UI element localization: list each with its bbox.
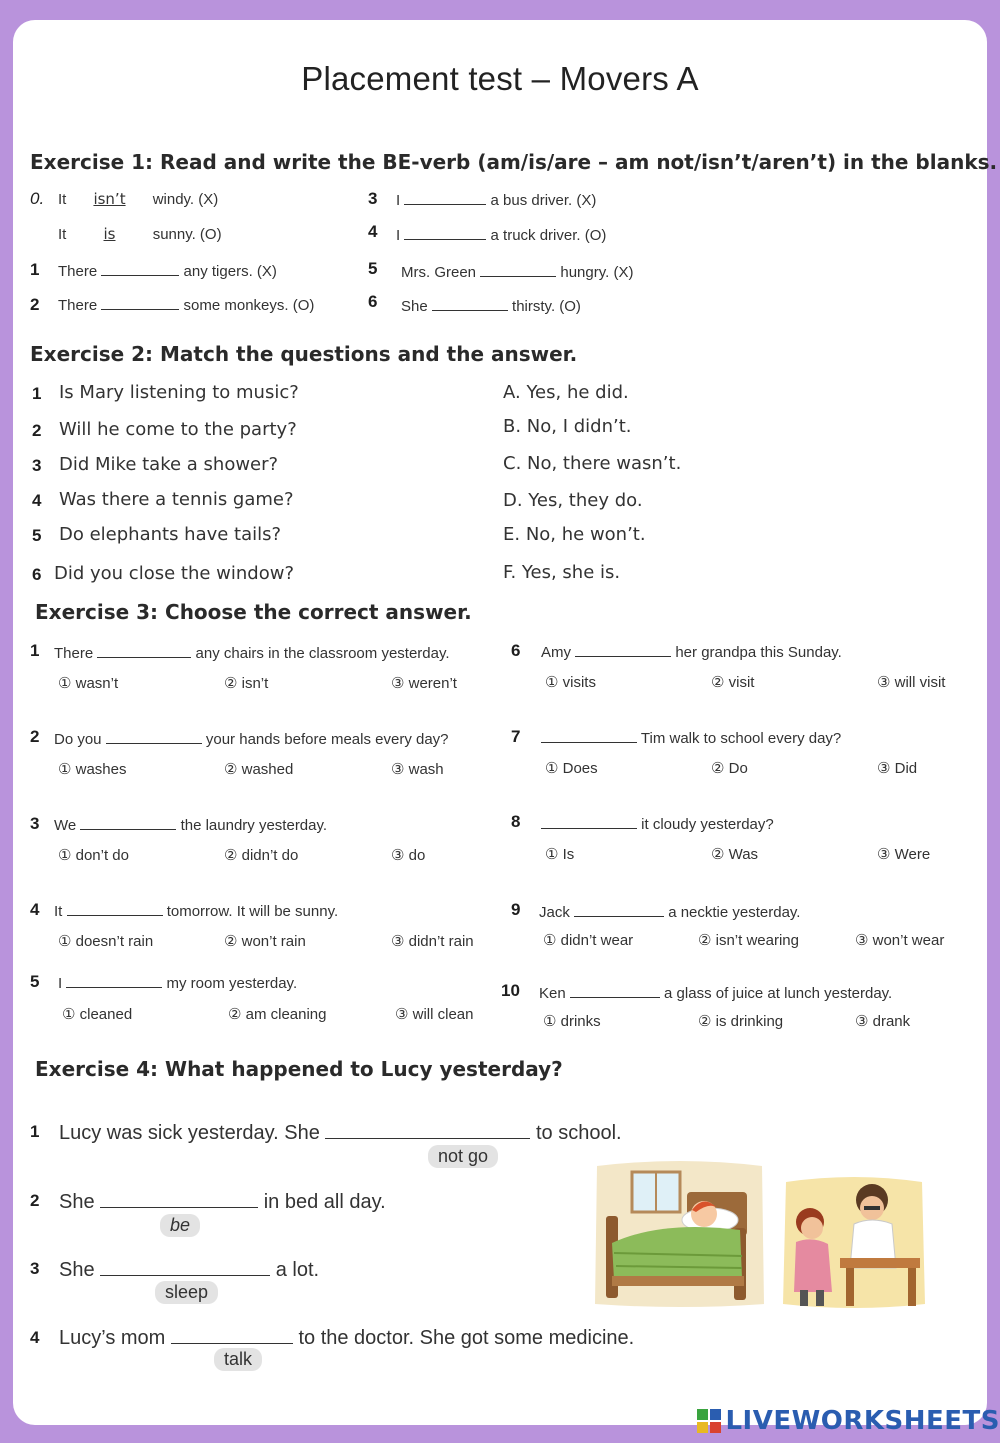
ex3-item-6-option-1[interactable]: ① visits	[545, 674, 596, 691]
ex3-item-2-option-1[interactable]: ① washes	[58, 761, 127, 778]
ex3-item-6-post: her grandpa this Sunday.	[675, 644, 842, 661]
ex4-item-4-blank[interactable]	[171, 1325, 293, 1344]
example-b-post: sunny. (O)	[152, 226, 222, 243]
example-a-answer: isn’t	[93, 190, 126, 208]
ex2-question-5[interactable]: Do elephants have tails?	[59, 524, 282, 545]
example-b-answer: is	[103, 225, 116, 243]
ex3-item-7-blank	[541, 728, 637, 743]
ex1-item-5	[401, 262, 633, 281]
ex3-item-number: 10	[501, 981, 520, 1000]
ex4-item-3	[59, 1257, 319, 1282]
ex3-item-8-blank	[541, 814, 637, 829]
ex1-item-1	[58, 261, 277, 280]
ex4-item-number: 1	[30, 1122, 40, 1141]
ex1-item-2-blank[interactable]	[101, 295, 179, 310]
ex1-item-5-blank[interactable]	[480, 262, 556, 277]
ex4-item-4-pre: Lucy’s mom	[59, 1327, 166, 1349]
ex4-item-1-pre: Lucy was sick yesterday. She	[59, 1122, 320, 1144]
ex1-item-2	[58, 295, 314, 314]
ex3-item-number: 5	[30, 972, 40, 991]
ex3-item-7-option-2[interactable]: ② Do	[711, 760, 748, 777]
ex3-item-1-option-3[interactable]: ③ weren’t	[391, 675, 457, 692]
ex2-question-number: 6	[32, 565, 42, 584]
ex3-item-1-option-1[interactable]: ① wasn’t	[58, 675, 119, 692]
exercise-2-heading: Exercise 2: Match the questions and the answer.	[30, 342, 578, 366]
ex2-question-number: 5	[32, 526, 42, 545]
ex1-item-number: 4	[368, 222, 378, 241]
ex3-item-6-pre: Amy	[541, 644, 571, 661]
ex3-item-8-option-2[interactable]: ② Was	[711, 846, 759, 863]
ex4-item-1-hint: not go	[428, 1145, 498, 1168]
ex3-item-9-option-3[interactable]: ③ won’t wear	[855, 932, 945, 949]
ex4-item-number: 4	[30, 1328, 40, 1347]
ex3-item-8-option-3[interactable]: ③ Were	[877, 846, 931, 863]
ex4-item-3-blank[interactable]	[100, 1257, 270, 1276]
ex3-item-4-blank	[67, 901, 163, 916]
ex3-item-3	[54, 815, 327, 834]
ex4-item-3-post: a lot.	[275, 1259, 320, 1281]
ex3-item-10	[539, 983, 892, 1002]
ex1-item-3-pre: I	[396, 192, 401, 209]
ex3-item-10-pre: Ken	[539, 985, 566, 1002]
ex2-question-6[interactable]: Did you close the window?	[54, 563, 294, 584]
ex3-item-3-blank	[80, 815, 176, 830]
ex3-item-10-option-1[interactable]: ① drinks	[543, 1013, 601, 1030]
ex2-answer-f[interactable]: F. Yes, she is.	[503, 562, 621, 583]
ex4-item-3-hint: sleep	[155, 1281, 218, 1304]
ex1-item-3-blank[interactable]	[404, 190, 486, 205]
ex3-item-5-blank	[66, 973, 162, 988]
ex3-item-7-option-3[interactable]: ③ Did	[877, 760, 918, 777]
liveworksheets-logo	[697, 1406, 1000, 1436]
ex3-item-9-blank	[574, 902, 664, 917]
ex3-item-2-option-3[interactable]: ③ wash	[391, 761, 444, 778]
ex2-answer-b[interactable]: B. No, I didn’t.	[503, 416, 632, 437]
ex3-item-8	[541, 814, 774, 833]
page-title: Placement test – Movers A	[301, 60, 699, 97]
ex1-item-number: 5	[368, 259, 378, 278]
example-b-pre: It	[58, 226, 67, 243]
example-sentence-b	[58, 225, 222, 243]
ex3-item-2-post: your hands before meals every day?	[205, 731, 449, 748]
ex3-item-4-option-3[interactable]: ③ didn’t rain	[391, 933, 474, 950]
ex3-item-9	[539, 902, 800, 921]
ex3-item-4-option-1[interactable]: ① doesn’t rain	[58, 933, 154, 950]
example-sentence-a	[58, 190, 218, 208]
ex3-item-1-blank	[97, 643, 191, 658]
ex4-item-2	[59, 1189, 386, 1214]
ex3-item-1-option-2[interactable]: ② isn’t	[224, 675, 269, 692]
ex3-item-4-post: tomorrow. It will be sunny.	[166, 903, 339, 920]
exercise-1-heading: Exercise 1: Read and write the BE-verb (am/is/are – am not/isn’t/aren’t) in the blanks.	[30, 150, 998, 174]
ex3-item-1-pre: There	[54, 645, 94, 662]
ex3-item-10-post: a glass of juice at lunch yesterday.	[664, 985, 893, 1002]
ex3-item-4-pre: It	[54, 903, 63, 920]
ex3-item-6-option-3[interactable]: ③ will visit	[877, 674, 946, 691]
ex1-item-4-pre: I	[396, 227, 401, 244]
sick-girl-in-bed-illustration	[592, 1158, 767, 1308]
ex1-item-number: 2	[30, 295, 40, 314]
ex3-item-9-option-1[interactable]: ① didn’t wear	[543, 932, 634, 949]
ex2-question-number: 2	[32, 421, 42, 440]
ex3-item-1-post: any chairs in the classroom yesterday.	[195, 645, 450, 662]
ex3-item-2-blank	[106, 729, 202, 744]
ex4-item-number: 3	[30, 1259, 40, 1278]
ex1-item-3-post: a bus driver. (X)	[490, 192, 597, 209]
example-a-post: windy. (X)	[152, 191, 219, 208]
ex3-item-3-option-2[interactable]: ② didn’t do	[224, 847, 299, 864]
ex3-item-5-option-3[interactable]: ③ will clean	[395, 1006, 474, 1023]
exercise-3-heading: Exercise 3: Choose the correct answer.	[35, 600, 472, 624]
ex2-question-4[interactable]: Was there a tennis game?	[59, 489, 294, 510]
ex3-item-number: 2	[30, 727, 40, 746]
ex3-item-5-option-2[interactable]: ② am cleaning	[228, 1006, 327, 1023]
ex3-item-number: 3	[30, 814, 40, 833]
ex2-question-3[interactable]: Did Mike take a shower?	[59, 454, 279, 475]
ex2-question-number: 4	[32, 491, 42, 510]
ex3-item-4	[54, 901, 338, 920]
ex3-item-6-blank	[575, 642, 671, 657]
ex4-item-2-hint: be	[160, 1214, 200, 1237]
ex3-item-10-option-2[interactable]: ② is drinking	[698, 1013, 784, 1030]
ex3-item-number: 8	[511, 812, 521, 831]
ex4-item-2-pre: She	[59, 1191, 95, 1213]
ex3-item-7-post: Tim walk to school every day?	[640, 730, 842, 747]
ex2-answer-d[interactable]: D. Yes, they do.	[503, 490, 643, 511]
ex3-item-3-option-3[interactable]: ③ do	[391, 847, 426, 864]
ex4-item-1-blank[interactable]	[325, 1120, 530, 1139]
ex3-item-5-option-1[interactable]: ① cleaned	[62, 1006, 133, 1023]
ex4-item-4-post: to the doctor. She got some medicine.	[298, 1327, 635, 1349]
ex3-item-5	[58, 973, 297, 992]
ex4-item-2-blank[interactable]	[100, 1189, 258, 1208]
ex4-item-3-pre: She	[59, 1259, 95, 1281]
ex3-item-5-post: my room yesterday.	[166, 975, 298, 992]
ex3-item-7-option-1[interactable]: ① Does	[545, 760, 598, 777]
ex3-item-7	[541, 728, 841, 747]
ex1-item-number: 6	[368, 292, 378, 311]
ex3-item-8-option-1[interactable]: ① Is	[545, 846, 575, 863]
ex3-item-5-pre: I	[58, 975, 63, 992]
ex1-item-1-post: any tigers. (X)	[183, 263, 277, 280]
ex1-item-4-blank[interactable]	[404, 225, 486, 240]
ex1-item-2-pre: There	[58, 297, 98, 314]
ex4-item-1	[59, 1120, 622, 1145]
ex2-answer-a[interactable]: A. Yes, he did.	[503, 382, 629, 403]
ex3-item-4-option-2[interactable]: ② won’t rain	[224, 933, 306, 950]
example-number: 0.	[30, 189, 45, 208]
ex3-item-9-post: a necktie yesterday.	[668, 904, 801, 921]
ex3-item-1	[54, 643, 450, 662]
ex1-item-4	[396, 225, 606, 244]
ex2-question-number: 1	[32, 384, 42, 403]
ex2-answer-e[interactable]: E. No, he won’t.	[503, 524, 646, 545]
ex4-item-2-post: in bed all day.	[263, 1191, 386, 1213]
ex1-item-number: 3	[368, 189, 378, 208]
ex3-item-number: 1	[30, 641, 40, 660]
ex3-item-3-option-1[interactable]: ① don’t do	[58, 847, 129, 864]
ex3-item-number: 6	[511, 641, 521, 660]
liveworksheets-logo-text: LIVEWORKSHEETS	[725, 1406, 1000, 1436]
exercise-4-heading: Exercise 4: What happened to Lucy yesterday?	[35, 1057, 563, 1081]
ex3-item-9-pre: Jack	[539, 904, 570, 921]
ex3-item-number: 7	[511, 727, 521, 746]
ex3-item-3-pre: We	[54, 817, 77, 834]
ex1-item-5-pre: Mrs. Green	[401, 264, 477, 281]
ex1-item-6	[401, 296, 581, 315]
ex1-item-5-post: hungry. (X)	[560, 264, 634, 281]
ex2-question-1[interactable]: Is Mary listening to music?	[59, 382, 299, 403]
ex2-answer-c[interactable]: C. No, there wasn’t.	[503, 453, 682, 474]
ex1-item-6-post: thirsty. (O)	[512, 298, 581, 315]
ex3-item-number: 4	[30, 900, 40, 919]
ex1-item-3	[396, 190, 596, 209]
ex1-item-2-post: some monkeys. (O)	[183, 297, 315, 314]
ex3-item-3-post: the laundry yesterday.	[180, 817, 328, 834]
ex3-item-number: 9	[511, 900, 521, 919]
ex3-item-6-option-2[interactable]: ② visit	[711, 674, 755, 691]
ex1-item-4-post: a truck driver. (O)	[490, 227, 607, 244]
ex3-item-6	[541, 642, 842, 661]
ex4-item-4	[59, 1325, 634, 1350]
ex1-item-1-pre: There	[58, 263, 98, 280]
ex3-item-2-pre: Do you	[54, 731, 102, 748]
liveworksheets-logo-icon	[697, 1409, 721, 1433]
ex3-item-8-post: it cloudy yesterday?	[641, 816, 774, 833]
ex3-item-2-option-2[interactable]: ② washed	[224, 761, 294, 778]
ex4-item-1-post: to school.	[535, 1122, 622, 1144]
ex3-item-2	[54, 729, 449, 748]
ex4-item-number: 2	[30, 1191, 40, 1210]
ex3-item-9-option-2[interactable]: ② isn’t wearing	[698, 932, 799, 949]
ex1-item-1-blank[interactable]	[101, 261, 179, 276]
ex4-item-4-hint: talk	[214, 1348, 262, 1371]
ex2-question-number: 3	[32, 456, 42, 475]
ex3-item-10-blank	[570, 983, 660, 998]
ex1-item-6-pre: She	[401, 298, 428, 315]
example-a-pre: It	[58, 191, 67, 208]
doctor-visit-illustration	[780, 1172, 928, 1310]
ex3-item-10-option-3[interactable]: ③ drank	[855, 1013, 911, 1030]
ex2-question-2[interactable]: Will he come to the party?	[59, 419, 297, 440]
ex1-item-number: 1	[30, 260, 40, 279]
ex1-item-6-blank[interactable]	[432, 296, 508, 311]
